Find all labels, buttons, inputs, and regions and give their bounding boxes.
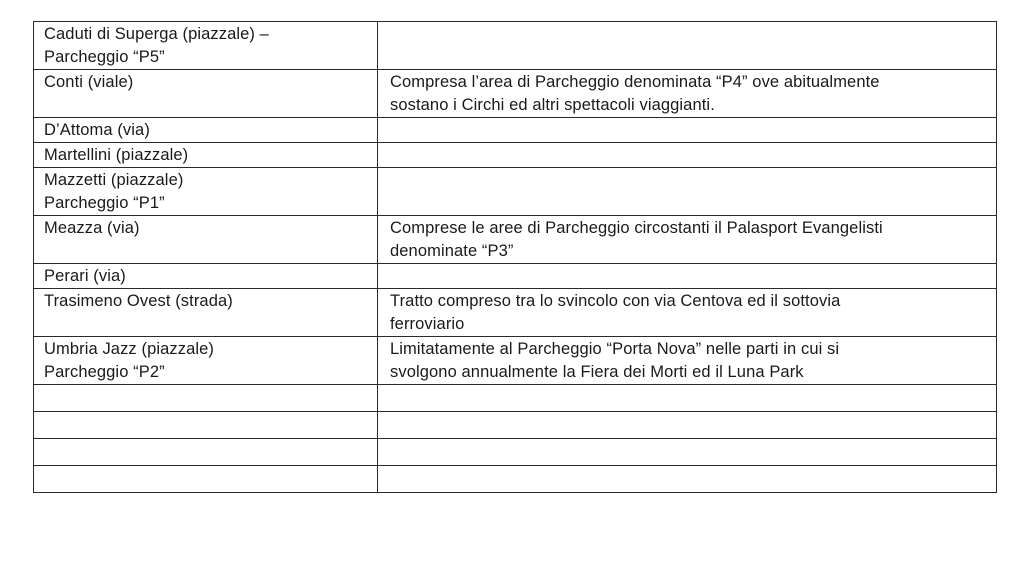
street-name-cell (34, 143, 378, 168)
street-name-line: Parcheggio “P5” (44, 48, 165, 66)
street-note-cell (378, 439, 997, 466)
street-note-cell (378, 337, 997, 385)
table-row (34, 143, 997, 168)
street-note-line: Limitatamente al Parcheggio “Porta Nova” nelle parti in cui si (390, 340, 840, 358)
street-note-line: ferroviario (390, 315, 465, 333)
street-note-cell (378, 118, 997, 143)
street-note-cell (378, 143, 997, 168)
street-note-cell (378, 289, 997, 337)
street-name-line: D’Attoma (via) (44, 121, 150, 139)
street-note-line: Comprese le aree di Parcheggio circostanti il Palasport Evangelisti (390, 219, 883, 237)
street-name-cell (34, 289, 378, 337)
street-name-line: Martellini (piazzale) (44, 146, 189, 164)
streets-table-body (34, 22, 997, 493)
street-name-cell (34, 439, 378, 466)
street-name-line: Trasimeno Ovest (strada) (44, 292, 233, 310)
street-name-cell (34, 385, 378, 412)
street-name-line: Caduti di Superga (piazzale) – (44, 25, 269, 43)
table-row (34, 70, 997, 118)
street-name-cell (34, 168, 378, 216)
street-note-line: denominate “P3” (390, 242, 514, 260)
table-row (34, 337, 997, 385)
empty-table-row (34, 412, 997, 439)
street-name-cell (34, 466, 378, 493)
table-row (34, 118, 997, 143)
street-note-cell (378, 22, 997, 70)
empty-table-row (34, 466, 997, 493)
street-name-cell (34, 118, 378, 143)
street-name-cell (34, 337, 378, 385)
street-note-line: Tratto compreso tra lo svincolo con via Centova ed il sottovia (390, 292, 841, 310)
table-row (34, 22, 997, 70)
street-name-line: Parcheggio “P1” (44, 194, 165, 212)
street-note-cell (378, 385, 997, 412)
street-note-line: svolgono annualmente la Fiera dei Morti ed il Luna Park (390, 363, 804, 381)
table-row (34, 216, 997, 264)
street-name-cell (34, 216, 378, 264)
street-name-line: Mazzetti (piazzale) (44, 171, 184, 189)
table-row (34, 264, 997, 289)
street-note-line: Compresa l’area di Parcheggio denominata “P4” ove abitualmente (390, 73, 880, 91)
street-name-line: Meazza (via) (44, 219, 140, 237)
streets-table (33, 21, 997, 493)
street-note-cell (378, 466, 997, 493)
street-note-cell (378, 168, 997, 216)
table-row (34, 289, 997, 337)
street-name-line: Parcheggio “P2” (44, 363, 165, 381)
street-name-cell (34, 412, 378, 439)
table-row (34, 168, 997, 216)
street-name-line: Umbria Jazz (piazzale) (44, 340, 214, 358)
street-name-cell (34, 22, 378, 70)
street-note-cell (378, 70, 997, 118)
empty-table-row (34, 439, 997, 466)
street-note-cell (378, 412, 997, 439)
street-note-cell (378, 264, 997, 289)
street-name-line: Perari (via) (44, 267, 126, 285)
street-name-cell (34, 264, 378, 289)
street-name-cell (34, 70, 378, 118)
empty-table-row (34, 385, 997, 412)
street-name-line: Conti (viale) (44, 73, 134, 91)
street-note-line: sostano i Circhi ed altri spettacoli viaggianti. (390, 96, 715, 114)
street-note-cell (378, 216, 997, 264)
